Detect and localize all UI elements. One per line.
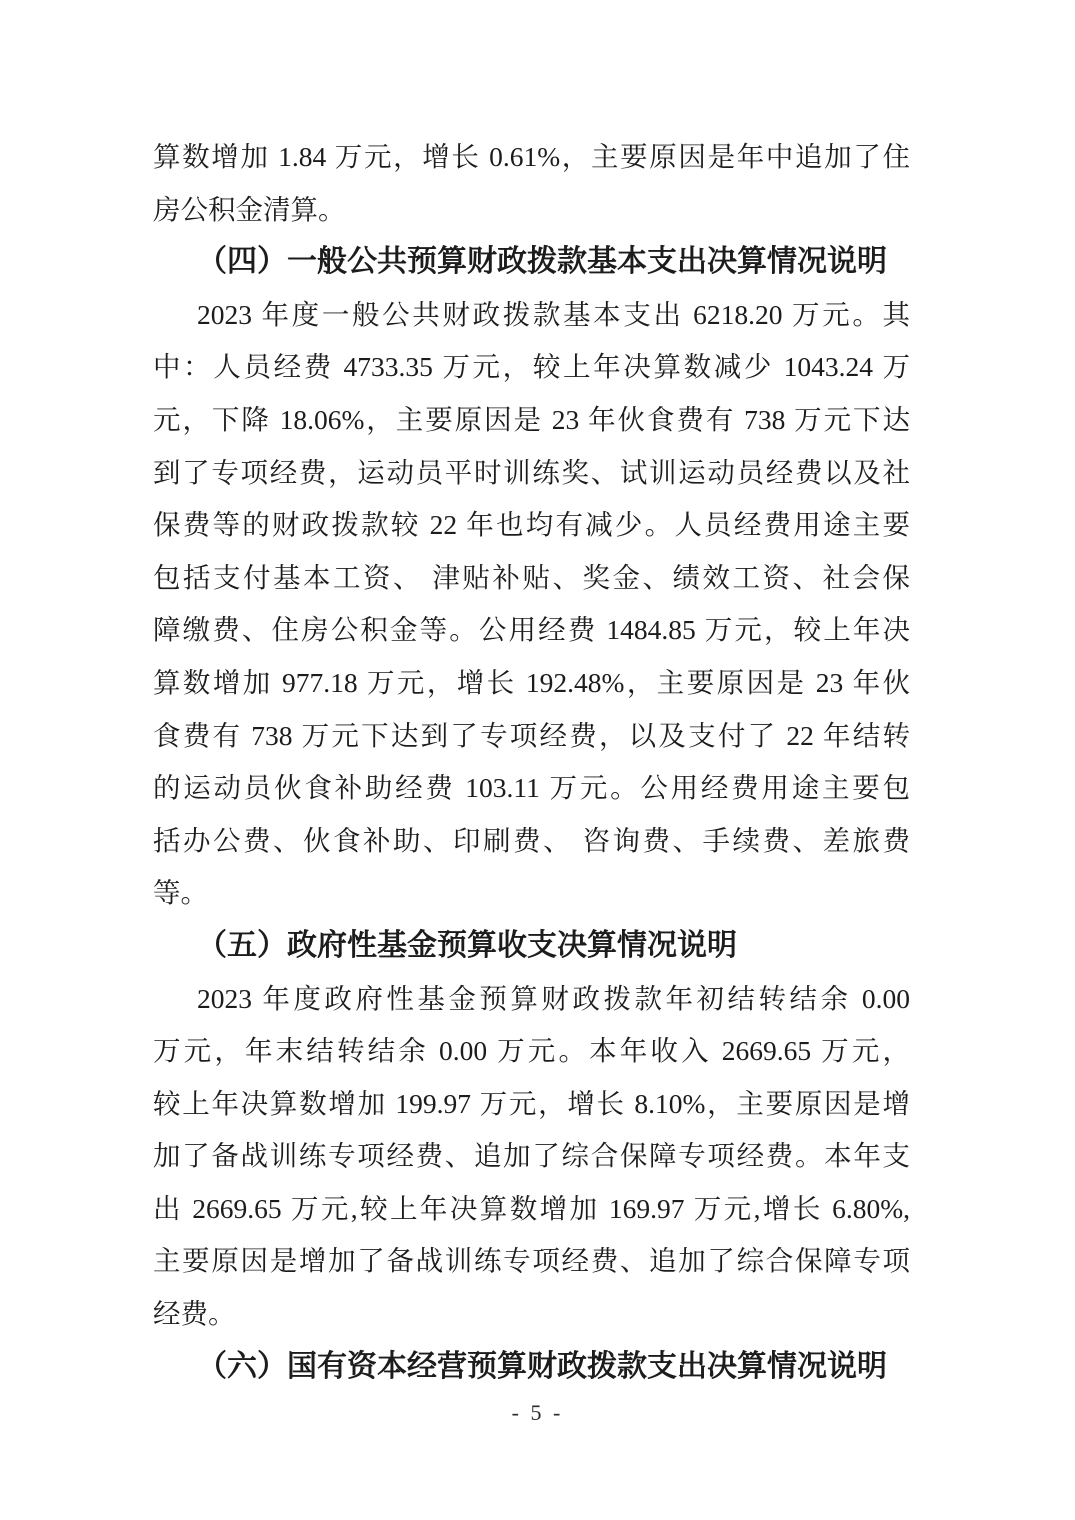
text-line: 加了备战训练专项经费、追加了综合保障专项经费。本年支 — [153, 1140, 910, 1172]
text-line: 房公积金清算。 — [153, 193, 346, 225]
text-line: 食费有 738 万元下达到了专项经费，以及支付了 22 年结转 — [153, 719, 910, 751]
page-number: - 5 - — [511, 1400, 564, 1425]
text-line: 的运动员伙食补助经费 103.11 万元。公用经费用途主要包 — [153, 772, 910, 804]
section-heading: （六）国有资本经营预算财政拨款支出决算情况说明 — [197, 1349, 887, 1383]
text-line: 出 2669.65 万元,较上年决算数增加 169.97 万元,增长 6.80%, — [153, 1192, 910, 1224]
section-heading: （五）政府性基金预算收支决算情况说明 — [197, 928, 737, 962]
text-line: 中：人员经费 4733.35 万元，较上年决算数减少 1043.24 万 — [153, 351, 910, 383]
text-line: 等。 — [153, 877, 208, 909]
document-body — [153, 131, 910, 1393]
section-heading: （四）一般公共预算财政拨款基本支出决算情况说明 — [197, 245, 887, 279]
text-line: 2023 年度一般公共财政拨款基本支出 6218.20 万元。其 — [197, 298, 910, 330]
text-line: 较上年决算数增加 199.97 万元，增长 8.10%，主要原因是增 — [153, 1087, 910, 1119]
text-line: 算数增加 977.18 万元，增长 192.48%，主要原因是 23 年伙 — [153, 666, 910, 698]
text-line: 括办公费、伙食补助、印刷费、 咨询费、手续费、差旅费 — [153, 824, 910, 856]
text-line: 元，下降 18.06%，主要原因是 23 年伙食费有 738 万元下达 — [153, 403, 910, 435]
text-line: 障缴费、住房公积金等。公用经费 1484.85 万元，较上年决 — [153, 614, 910, 646]
text-line: 2023 年度政府性基金预算财政拨款年初结转结余 0.00 — [197, 982, 910, 1014]
text-line: 算数增加 1.84 万元，增长 0.61%，主要原因是年中追加了住 — [153, 141, 910, 172]
text-line: 保费等的财政拨款较 22 年也均有减少。人员经费用途主要 — [153, 509, 910, 541]
text-line: 万元，年末结转结余 0.00 万元。本年收入 2669.65 万元， — [153, 1035, 910, 1067]
text-line: 包括支付基本工资、 津贴补贴、奖金、绩效工资、社会保 — [153, 561, 910, 593]
text-line: 经费。 — [153, 1298, 236, 1330]
text-line: 主要原因是增加了备战训练专项经费、追加了综合保障专项 — [153, 1245, 910, 1277]
text-line: 到了专项经费，运动员平时训练奖、试训运动员经费以及社 — [153, 456, 910, 488]
